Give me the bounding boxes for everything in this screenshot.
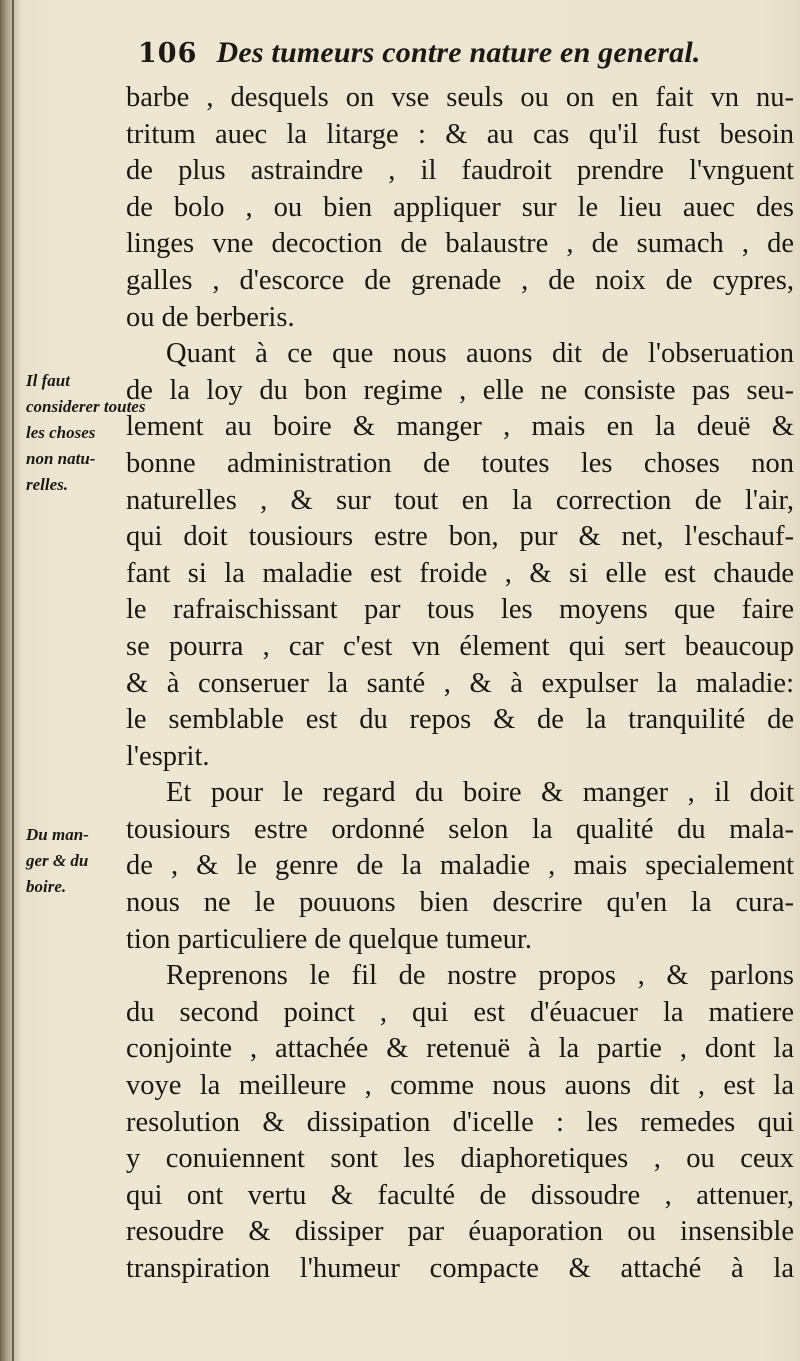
body-text [126, 80, 794, 1288]
text-line: l'esprit. [126, 740, 210, 772]
text-line: de , & le genre de la maladie , mais specialement [126, 850, 794, 882]
text-line: barbe , desquels on vse seuls ou on en fait vn nu- [126, 82, 794, 113]
binding-edge-line [12, 0, 14, 1361]
text-line: naturelles , & sur tout en la correction de l'air, [126, 484, 794, 516]
text-line: lement au boire & manger , mais en la deuë & [126, 411, 794, 443]
text-line: y conuiennent sont les diaphoretiques , ou ceux [126, 1143, 794, 1175]
margin-note-line: relles. [26, 475, 69, 494]
text-line: transpiration l'humeur compacte & attaché à la [126, 1253, 794, 1284]
margin-note-line: Du man- [26, 825, 89, 844]
running-head [138, 36, 778, 80]
margin-note-line: ger & du [26, 851, 89, 870]
margin-note-line: non natu- [26, 449, 96, 468]
text-line: linges vne decoction de balaustre , de sumach , de [126, 228, 794, 260]
text-line: tritum auec la litarge : & au cas qu'il fust besoin [126, 118, 794, 150]
text-line: de la loy du bon regime , elle ne consiste pas seu- [126, 374, 794, 406]
running-title: Des tumeurs contre nature en general. [216, 36, 701, 69]
text-line: resoudre & dissiper par éuaporation ou insensible [126, 1216, 794, 1248]
text-line: fant si la maladie est froide , & si elle est chaude [126, 557, 794, 589]
margin-note-regime [26, 368, 146, 498]
text-line: bonne administration de toutes les choses non [126, 447, 794, 479]
margin-note-food [26, 822, 124, 900]
text-line: voye la meilleure , comme nous auons dit , est la [126, 1070, 794, 1102]
text-line: ou de berberis. [126, 301, 295, 333]
text-line: le rafraischissant par tous les moyens que faire [126, 594, 794, 626]
text-line: le semblable est du repos & de la tranquilité de [126, 704, 794, 736]
text-line: tousiours estre ordonné selon la qualité du mala- [126, 813, 794, 845]
page-number: 106 [138, 38, 198, 69]
text-line: du second poinct , qui est d'éuacuer la matiere [126, 996, 794, 1028]
paragraph-start-line: Quant à ce que nous auons dit de l'obseruation [166, 338, 794, 370]
text-line: galles , d'escorce de grenade , de noix de cypres, [126, 264, 794, 296]
margin-note-line: considerer toutes [26, 397, 146, 416]
text-line: tion particuliere de quelque tumeur. [126, 923, 532, 955]
text-line: se pourra , car c'est vn élement qui sert beaucoup [126, 630, 794, 662]
margin-note-line: Il faut [26, 371, 70, 390]
page-gutter-shadow [0, 0, 22, 1361]
text-line: de plus astraindre , il faudroit prendre l'vnguent [126, 155, 794, 187]
margin-note-line: boire. [26, 877, 67, 896]
text-line: & à conseruer la santé , & à expulser la maladie: [126, 667, 794, 699]
paragraph-start-line: Reprenons le fil de nostre propos , & parlons [166, 960, 794, 992]
text-line: conjointe , attachée & retenuë à la partie , dont la [126, 1033, 794, 1065]
text-line: de bolo , ou bien appliquer sur le lieu auec des [126, 191, 794, 223]
margin-note-line: les choses [26, 423, 96, 442]
paragraph-start-line: Et pour le regard du boire & manger , il doit [166, 777, 794, 809]
text-line: qui ont vertu & faculté de dissoudre , attenuer, [126, 1179, 794, 1211]
text-line: resolution & dissipation d'icelle : les remedes qui [126, 1106, 794, 1138]
text-line: qui doit tousiours estre bon, pur & net, l'eschauf- [126, 521, 794, 553]
text-line: nous ne le pouuons bien descrire qu'en la cura- [126, 887, 794, 919]
